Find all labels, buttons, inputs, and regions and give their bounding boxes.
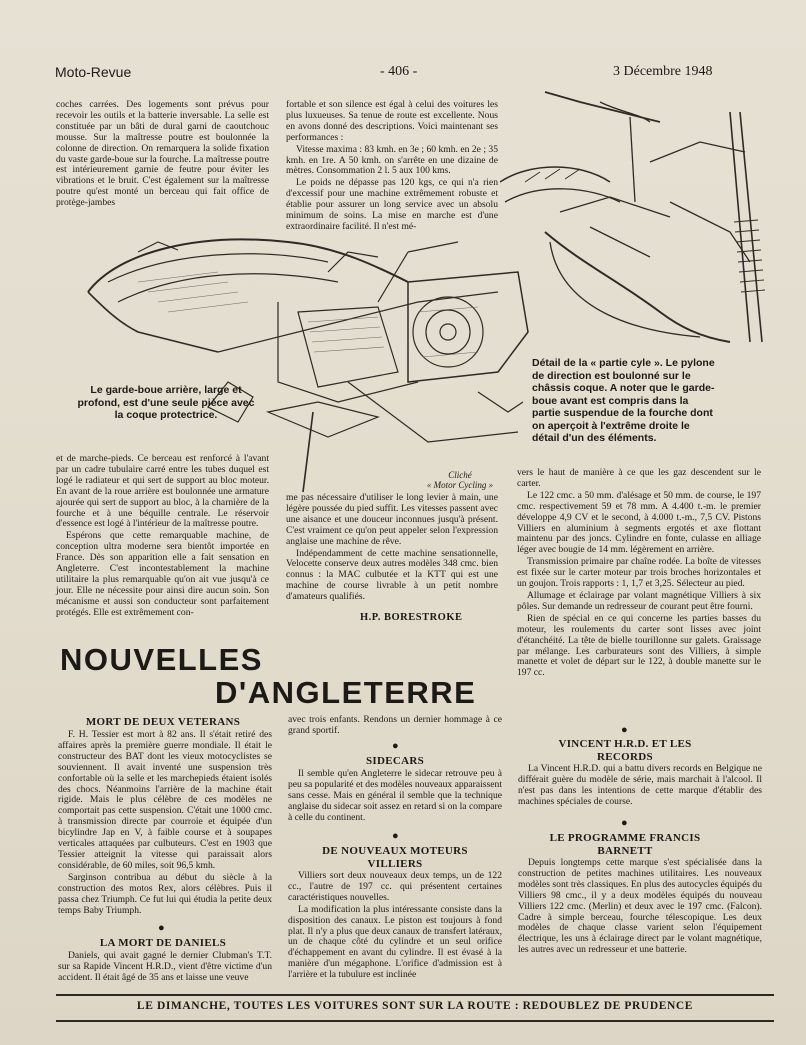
column-daniels bbox=[58, 951, 272, 985]
section-title-line-1: NOUVELLES bbox=[60, 642, 263, 677]
safety-banner bbox=[56, 994, 774, 1022]
article-column-1-top bbox=[56, 100, 269, 210]
author-signature: H.P. BORESTROKE bbox=[360, 612, 463, 623]
photo-credit bbox=[410, 470, 510, 490]
illustration-caption-right: Détail de la « partie cyle ». Le pylone de direction est boulonné sur le châssis coque. A noter que le garde-boue avant est compris dans la partie suspendue de la fourche dont on aperçoit à l'extrême droite le détail d'un des éléments. bbox=[532, 357, 715, 444]
heading-sidecars: SIDECARS bbox=[365, 755, 425, 767]
article-column-1-middle bbox=[56, 454, 269, 620]
section-bullet: ● bbox=[621, 724, 628, 736]
article-paragraph: Il semble qu'en Angleterre le sidecar retrouve peu à peu sa popularité et des modèles nouveaux apparaissent sans cesse. Mais en général il semble que la technique anglaise du sidecar soit assez en retard si on la compare à celle du continent. bbox=[288, 768, 502, 823]
heading-francis-barnett: LE PROGRAMME FRANCIS BARNETT bbox=[549, 832, 701, 857]
article-paragraph: vers le haut de manière à ce que les gaz descendent sur le carter. bbox=[517, 467, 761, 489]
safety-banner-text: LE DIMANCHE, TOUTES LES VOITURES SONT SUR LA ROUTE : REDOUBLEZ DE PRUDENCE bbox=[136, 1000, 694, 1012]
article-paragraph: coches carrées. Des logements sont prévus pour recevoir les outils et la batterie inversable. La selle est constituée par un bâti de dural garni de caoutchouc mousse. Sur la maîtresse poutre est boulonnée la colonne de direction. On remarquera la solide fixation du vaste garde-boue sur la fourche. La maîtresse poutre est intérieurement garnie de feutre pour éviter les vibrations et le bruit. C'est également sur la maîtresse poutre qu'est monté un berceau qui fait office de protège-jambes bbox=[56, 99, 269, 209]
article-paragraph: F. H. Tessier est mort à 82 ans. Il s'était retiré des affaires après la première guerre mondiale. Il était le constructeur des BAT dont les vieux motocyclistes se souviennent. Il avait inventé une suspension très confortable où la selle et les marchepieds étaient isolés des chocs. Néanmoins l'arrière de la machine était rigide. Mais le plus célèbre de ces modèles ne comportait pas cette suspension. C'était une 1000 cmc. à transmission directe par courroie et équipée d'un bicylindre Jap en V, à faible course et à soupapes verticales attaquées par culbuteurs. C'est en 1903 que Tessier atteignit la vitesse qui paraissait alors considérable, de 60 miles, soit 96,5 kmh. bbox=[58, 729, 272, 871]
article-paragraph: Allumage et éclairage par volant magnétique Villiers à six pôles. Sur demande un redresseur de courant peut être fourni. bbox=[517, 589, 761, 612]
section-bullet: ● bbox=[392, 740, 399, 752]
article-paragraph: Indépendamment de cette machine sensationnelle, Velocette conserve deux autres modèles 348 cmc. bien connus : la MAC culbutée et la KTT qui est une machine de course livrable à un petit nombre d'amateurs qualifiés. bbox=[286, 547, 498, 603]
article-paragraph: Le poids ne dépasse pas 120 kgs, ce qui n'a rien d'excessif pour une machine extrêmement robuste et établie pour assurer un long service avec un absolu minimum de soins. La mise en marche est d'une extraordinaire facilité. Il n'est mé- bbox=[286, 177, 498, 232]
page-number: - 406 - bbox=[380, 64, 418, 79]
illustration-caption-left: Le garde-boue arrière, large et profond, est d'une seule pièce avec la coque protectrice. bbox=[77, 384, 255, 421]
article-paragraph: Transmission primaire par chaîne rodée. La boîte de vitesses est fixée sur le carter moteur par trois broches horizontales et un goujon. Trois rapports : 1, 1,7 et 3,25. Sélecteur au pied. bbox=[517, 556, 761, 590]
section-bullet: ● bbox=[621, 817, 628, 829]
article-paragraph: avec trois enfants. Rendons un dernier hommage à ce grand sportif. bbox=[288, 714, 502, 736]
heading-daniels: LA MORT DE DANIELS bbox=[99, 937, 227, 949]
article-column-2-middle bbox=[286, 493, 498, 604]
article-paragraph: La modification la plus intéressante consiste dans la disposition des canaux. Le piston est toujours à fond plat. Il n'y a plus que deux canaux de transfert latéraux, un de chaque côté du cylindre et un seul orifice d'échappement en avant du cylindre. Il est évasé à la manière d'un mégaphone. L'orifice d'admission est à l'arrière et la tubulure est inclinée bbox=[288, 903, 502, 981]
heading-vincent-records: VINCENT H.R.D. ET LES RECORDS bbox=[558, 738, 692, 763]
article-paragraph: et de marche-pieds. Ce berceau est renforcé à l'avant par un cadre tubulaire carré entre les tubes duquel est logé le radiateur et qui sert de support au bloc moteur. En avant de la roue arrière est boulonnée une armature ajourée qui sert de support au bloc, à la charnière de la fourche et à une béquille centrale. Le réservoir d'essence est logé à l'intérieur de la maîtresse poutre. bbox=[56, 453, 269, 530]
heading-veterans: MORT DE DEUX VETERANS bbox=[85, 716, 241, 728]
issue-date: 3 Décembre 1948 bbox=[613, 64, 713, 79]
column-villiers-engines bbox=[288, 871, 502, 982]
article-paragraph: Vitesse maxima : 83 kmh. en 3e ; 60 kmh. en 2e ; 35 kmh. en 1re. A 50 kmh. on s'arrête en une dizaine de mètres. Consommation 2 l. 5 aux 100 kms. bbox=[286, 143, 498, 177]
photo-credit-source: « Motor Cycling » bbox=[426, 480, 494, 490]
column-francis-barnett bbox=[518, 858, 762, 957]
magazine-name: Moto-Revue bbox=[55, 64, 132, 80]
column-vincent-records bbox=[518, 764, 762, 809]
section-bullet: ● bbox=[158, 922, 165, 934]
section-bullet: ● bbox=[392, 830, 399, 842]
photo-credit-label: Cliché bbox=[448, 470, 472, 480]
column-sidecars bbox=[288, 769, 502, 825]
article-paragraph: Sarginson contribua au début du siècle à la construction des motos Rex, alors célèbres. Puis il passa chez Triumph. Ce fut lui qui étudia la petite deux temps Baby Triumph. bbox=[58, 871, 272, 916]
article-paragraph: me pas nécessaire d'utiliser le long levier à main, une légère poussée du pied suffit. Les vitesses passent avec une aisance et une douceur inconnues jusqu'à présent. C'est vraiment ce qu'on peut appeler selon l'expression anglaise une machine de rêve. bbox=[286, 492, 498, 547]
heading-villiers-engines: DE NOUVEAUX MOTEURS VILLIERS bbox=[322, 845, 468, 870]
article-paragraph: La Vincent H.R.D. qui a battu divers records en Belgique ne différait guère du modèle de série, mais marchait à l'alcool. Il n'est pas dans les intentions de cette marque d'établir des machines spéciales de course. bbox=[518, 763, 762, 807]
motorcycle-frame-illustration bbox=[78, 212, 538, 492]
column-veterans bbox=[58, 730, 272, 917]
article-paragraph: Le 122 cmc. a 50 mm. d'alésage et 50 mm. de course, le 197 cmc. respectivement 59 et 78 mm. A 4.400 t.-m. le premier développe 4,9 CV et le second, à 4.000 t.-m., 7,5 CV. Pistons Villiers en aluminium à segments ergotés et axe flottant maintenu par des joncs. Cylindre en fonte, culasse en alliage léger avec bougie de 14 mm. légèrement en arrière. bbox=[517, 489, 761, 556]
section-title-line-2: D'ANGLETERRE bbox=[215, 675, 477, 710]
article-paragraph: Depuis longtemps cette marque s'est spécialisée dans la construction de petites machines utilitaires. Les nouveaux modèles sont très classiques. En plus des autocycles équipés du Villiers 98 cmc., il y a deux modèles équipés du nouveau Villiers 122 cmc. (Merlin) et deux avec le 197 cmc. (Falcon). Cadre à simple berceau, fourche télescopique. Les deux modèles de chaque classe varient selon l'équipement électrique, les uns à éclairage direct par le volant magnétique, les autres avec un redresseur et une batterie. bbox=[518, 857, 762, 956]
article-paragraph: Espérons que cette remarquable machine, de conception ultra moderne sera bientôt importée en France. Dès son apparition elle a fait sensation en Angleterre. C'est incontestablement la machine utilitaire la plus remarquable qu'on ait vue jusqu'à ce jour. Elle ne nécessite pour ainsi dire aucun soin. Son mécanisme et aussi son conducteur sont parfaitement protégés. Elle est extrêmement con- bbox=[56, 530, 269, 618]
front-fork-illustration bbox=[500, 82, 790, 352]
article-paragraph: Villiers sort deux nouveaux deux temps, un de 122 cc., l'autre de 197 cc. qui présentent certaines caractéristiques nouvelles. bbox=[288, 870, 502, 903]
article-column-3 bbox=[517, 468, 761, 680]
article-paragraph: Daniels, qui avait gagné le dernier Clubman's T.T. sur sa Rapide Vincent H.R.D., vient d'être victime d'un accident. Il était âgé de 35 ans et laisse une veuve bbox=[58, 950, 272, 983]
article-paragraph: fortable et son silence est égal à celui des voitures les plus luxueuses. Sa tenue de route est excellente. Nous en avons donné des descriptions. Voici maintenant ses performances : bbox=[286, 99, 498, 143]
column-daniels-continued bbox=[288, 715, 502, 738]
article-paragraph: Rien de spécial en ce qui concerne les parties basses du moteur, les roulements du carter sont lisses avec joint d'étanchéité. La tête de bielle tourillonne sur galets. Graissage par mélange. Les carburateurs sont des Villiers, à simple manette et volet de départ sur le 122, à double manette sur le 197 cc. bbox=[517, 612, 761, 679]
